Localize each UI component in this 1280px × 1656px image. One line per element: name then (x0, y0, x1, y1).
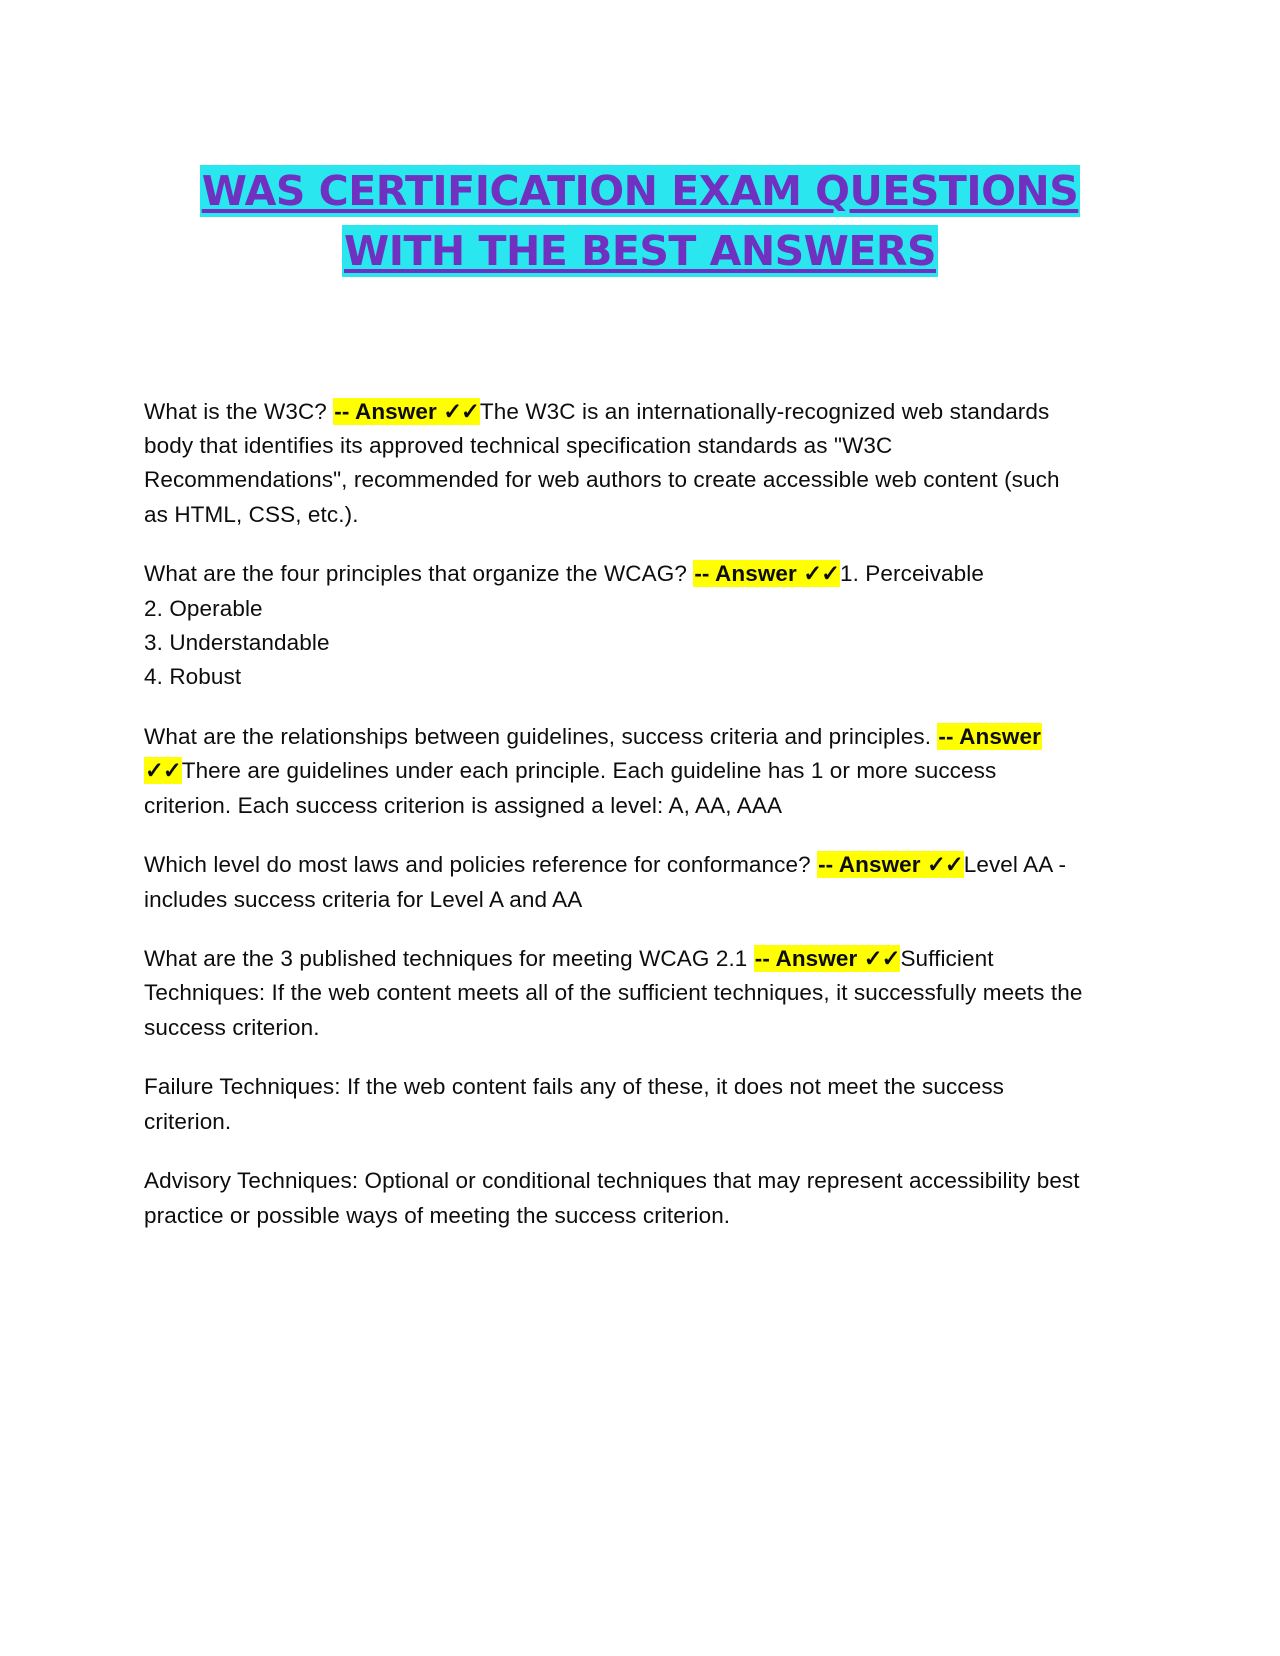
answer-tag (333, 398, 480, 425)
paragraph (144, 1164, 1089, 1233)
qa-block (144, 848, 1089, 917)
answer-tag-label: -- Answer (818, 852, 927, 878)
page-title-text: WAS CERTIFICATION EXAM QUESTIONS WITH THE BEST ANSWERS (201, 167, 1079, 275)
answer-tag-label: -- Answer (334, 398, 444, 424)
answer-list-item: 3. Understandable (144, 630, 330, 656)
paragraph-line: practice or possible ways of meeting the success criterion. (144, 1202, 731, 1228)
double-check-icon: ✓✓ (863, 945, 900, 971)
answer-list-item: 2. Operable (144, 595, 263, 621)
double-check-icon: ✓✓ (443, 398, 479, 424)
qa-block (144, 720, 1089, 823)
double-check-icon: ✓✓ (145, 758, 181, 784)
answer-tag (754, 945, 901, 972)
question-text: What are the 3 published techniques for meeting WCAG 2.1 (144, 945, 754, 971)
qa-block (144, 557, 1089, 695)
question-text: What is the W3C? (144, 398, 334, 424)
question-text: Which level do most laws and policies reference for conformance? (144, 852, 818, 878)
answer-text: Level AA - includes success criteria for Level A and AA (144, 852, 1067, 912)
qa-block (144, 395, 1089, 533)
question-text: What are the relationships between guidelines, success criteria and principles. (144, 723, 938, 749)
paragraph-line: Advisory Techniques: Optional or conditional techniques that may represent accessibility best (144, 1168, 1080, 1194)
question-text: What are the four principles that organize the WCAG? (144, 561, 694, 587)
answer-text: There are guidelines under each principle. Each guideline has 1 or more success criterion. Each success criterion is assigned a level: A, AA, AAA (144, 758, 997, 818)
double-check-icon: ✓✓ (927, 852, 963, 878)
answer-text: The W3C is an internationally-recognized web standards body that identifies its approved technical specification standards as "W3C Recommendations", recommended for web authors to create accessible web content (such as HTML, CSS, etc.). (144, 398, 1060, 527)
answer-text: 1. Perceivable (839, 561, 984, 587)
document-body (144, 372, 1089, 1258)
answer-tag-label: -- Answer (754, 945, 864, 971)
qa-block (144, 942, 1089, 1045)
answer-tag (817, 851, 964, 878)
answer-list-item: 4. Robust (144, 664, 242, 690)
paragraph: Failure Techniques: If the web content fails any of these, it does not meet the success criterion. (144, 1074, 1005, 1134)
double-check-icon: ✓✓ (803, 561, 839, 587)
answer-tag-label: -- Answer (694, 561, 804, 587)
answer-tag-label: -- Answer (938, 723, 1042, 749)
answer-tag (693, 560, 840, 587)
answer-text: Sufficient Techniques: If the web content meets all of the sufficient techniques, it successfully meets the success criterion. (144, 945, 1083, 1040)
page-title (145, 162, 1135, 281)
